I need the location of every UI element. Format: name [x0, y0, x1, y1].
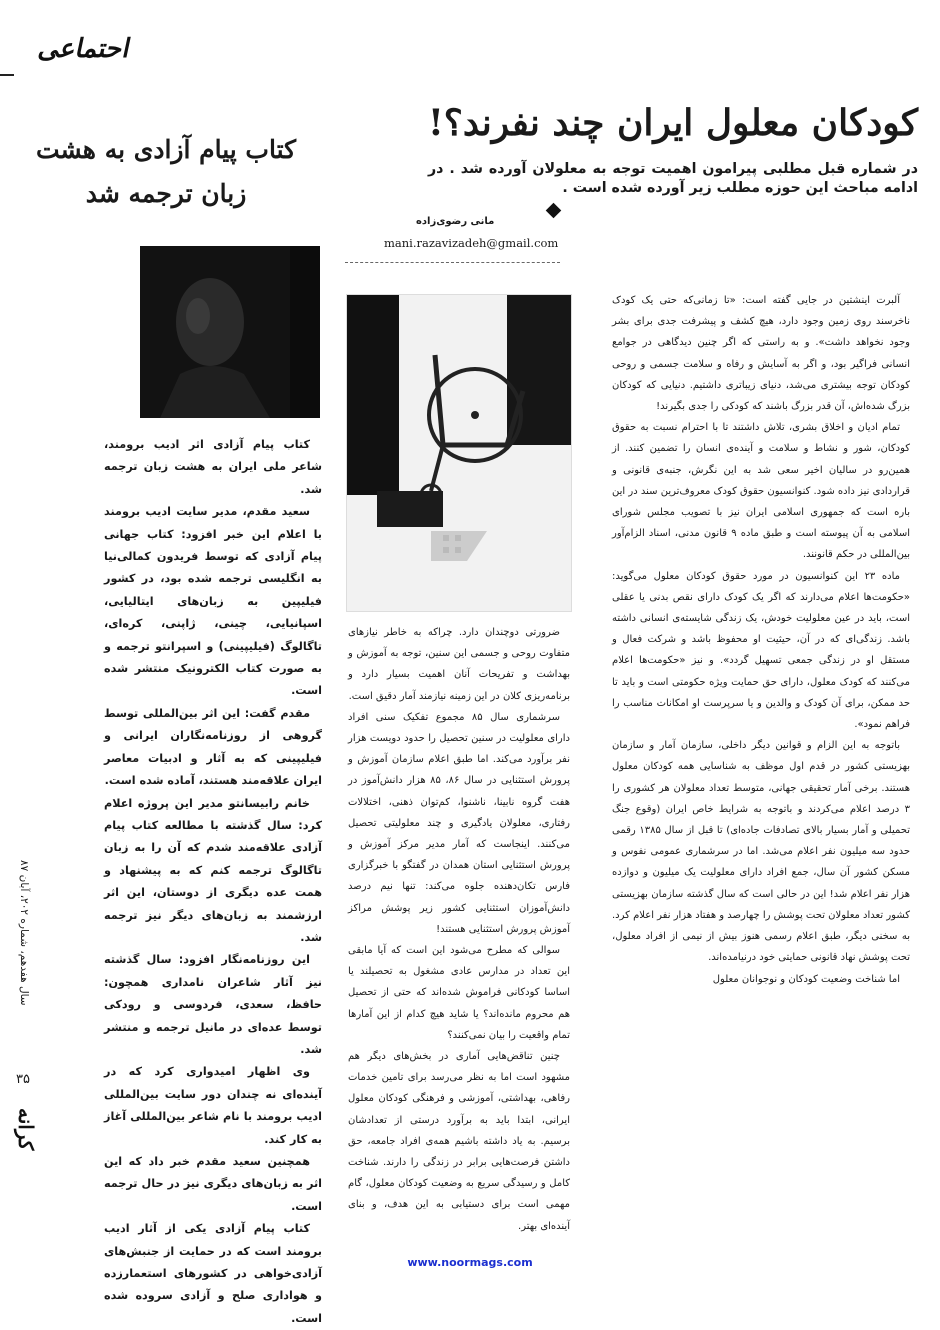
author-email: mani.razavizadeh@gmail.com — [384, 236, 559, 250]
article-paragraph: باتوجه به این الزام و قوانین دیگر داخلی، سازمان آمار و سازمان بهزیستی کشور در قدم اول موظف به شناسایی همه کودکان معلول هستند. برخی آمار تحقیقی جهانی، متوسط تعداد معلولان هر کشوری را ۳ درصد اعلام می‌کردند و باتوجه به شرایط خاص ایران (وقوع جنگ تحمیلی و آمار بسیار بالای تصادفات جاده‌ای) تا قبل از سال ۱۳۸۵ رقمی حدود سه میلیون نفر اعلام می‌شد. اما در سرشماری عمومی نفوس و مسکن کشور آن سال، جمع افراد دارای معلولیت یک میلیون و دوازده هزار نفر اعلام شد! این در حالی است که سال گذشته سازمان بهزیستی کشور تعداد معلولان تحت پوشش را چهارصد و هفتاد هزار نفر اعلام کرد. به سخنی دیگر، طبق اعلام رسمی هنوز بیش از نیمی از افراد معلول، تحت پوشش نهاد قانونی حمایتی خود درنیامده‌اند. — [611, 740, 910, 964]
diamond-icon — [546, 203, 562, 219]
magazine-brand: کرانه — [14, 1108, 38, 1151]
footer-url[interactable]: www.noormags.com — [407, 1256, 533, 1269]
article-paragraph: چنین تناقض‌هایی آماری در بخش‌های دیگر هم مشهود است اما به نظر می‌رسد برای تامین خدمات رفاهی، بهداشتی، آموزشی و فرهنگی کودکان معلول ایرانی، ابتدا باید به برآورد درستی از تعدادشان برسیم. به یاد داشته باشیم همه‌ی افراد جامعه، حق داشتن فرصت‌هایی برابر در زندگی را دارند. شناخت کامل و رسیدگی سریع به وضعیت کودکان معلول، گام مهمی است برای دستیابی به این هدف، و بنای آینده‌ای بهتر. — [348, 1051, 570, 1232]
sidebar-title-line2: زبان ترجمه شد — [85, 179, 247, 208]
sidebar-paragraph: همچنین سعید مقدم خبر داد که این اثر به زبان‌های دیگری نیز در حال ترجمه است. — [104, 1155, 322, 1213]
article-paragraph: ضرورتی دوچندان دارد. چراکه به خاطر نیازهای متفاوت روحی و جسمی این سنین، توجه به آموزش و بهداشت و تفریحات آنان اهمیت بسیار دارد و برنامه‌ریزی کلان در این زمینه نیازمند آمار دقیق است. — [348, 627, 570, 702]
author-divider — [345, 262, 560, 263]
article-column-right — [612, 290, 910, 1178]
wheelchair-image — [347, 295, 571, 611]
sidebar-paragraph: سعید مقدم، مدیر سایت ادیب برومند با اعلام این خبر افزود: کتاب جهانی پیام آزادی که توسط فریدون کمالی‌نیا به انگلیسی ترجمه شده بود، در کشور فیلیپین به زبان‌های ایتالیایی، اسپانیایی، چینی، ژاپنی، کره‌ای، تاگالوگ (فیلیپینی) و اسپرانتو ترجمه و به صورت کتاب الکترونیک منتشر شده است. — [104, 505, 322, 698]
sidebar-paragraph: این روزنامه‌نگار افزود: سال گذشته نیز آثار شاعران نامداری همچون: حافظ، سعدی، فردوسی و رودکی توسط عده‌ای در مانیل ترجمه و منتشر شد. — [104, 953, 322, 1056]
sidebar-paragraph: خانم رابیسانتو مدیر این پروژه اعلام کرد: سال گذشته با مطالعه کتاب پیام آزادی علاقه‌مند شدم که آن را به زبان تاگالوگ ترجمه کنم که به پیشنهاد و همت عده دیگری از دوستان، این اثر ارزشمند به زبان‌های دیگر نیز ترجمه شد. — [104, 796, 322, 944]
article-paragraph: تمام ادیان و اخلاق بشری، تلاش داشتند تا با احترام نسبت به حقوق کودکان، شور و نشاط و سلامت و آینده‌ی انسان را تضمین کنند. از همین‌رو در سالیان اخیر سعی شد به این نگرش، جنبه‌ی قانونی و قراردادی نیز داده شود. کنوانسیون حقوق کودک معروف‌ترین سند در این باره است که جمهوری اسلامی ایران نیز با تصویب مجلس شورای اسلامی به آن پیوسته است و طبق ماده ۹ قانون مدنی، اسناد الزام‌آور بین‌المللی در حکم قانونند. — [612, 422, 910, 561]
page-number: ۳۵ — [16, 1072, 30, 1087]
sidebar-paragraph: کتاب پیام آزادی اثر ادیب برومند، شاعر ملی ایران به هشت زبان ترجمه شد. — [104, 438, 322, 496]
article-paragraph: اما شناخت وضعیت کودکان و نوجوانان معلول — [712, 973, 900, 985]
author-name: مانی رضوی‌زاده — [416, 216, 495, 227]
article-paragraph: سرشماری سال ۸۵ مجموع تفکیک سنی افراد دارای معلولیت در سنین تحصیل را حدود دویست هزار نفر برآورد می‌کند. اما طبق اعلام سازمان آموزش و پرورش استثنایی در سال ۸۶، ۸۵ هزار دانش‌آموز در هفت گروه نابینا، ناشنوا، کم‌توان ذهنی، اختلالات رفتاری، معلولان یادگیری و چند معلولیتی تحصیل می‌کنند. اینجاست که آمار مدیر مرکز آموزش و پرورش استثنایی استان همدان در گفتگو با خبرگزاری فارس تکان‌دهنده جلوه می‌کند: تنها نیم درصد دانش‌آموزان استثنایی کشور زیر پوشش مراکز آموزش پرورش استثنایی هستند! — [348, 711, 570, 935]
article-intro: در شماره قبل مطلبی پیرامون اهمیت توجه به معلولان آورده شد . در ادامه مباحث این حوزه مطلب زیر آورده شده است . — [428, 161, 918, 196]
sidebar-paragraph: مقدم گفت: این اثر بین‌المللی توسط گروهی از روزنامه‌نگاران ایرانی و فیلیپینی که به آثار و ادبیات معاصر ایران علاقه‌مند هستند، آماده شده است. — [104, 706, 322, 788]
sidebar-title — [16, 128, 316, 216]
article-column-middle — [348, 622, 570, 1232]
issue-info-text: سال هفدهم، شماره ۲۰۲، آبان ۸۷ — [18, 860, 30, 1006]
portrait-image — [140, 246, 320, 418]
sidebar-paragraph: کتاب پیام آزادی یکی از آثار ادیب برومند است که در حمایت از جنبش‌های آزادی‌خواهی در کشورهای استعمارزده و هواداری صلح و آزادی سروده شده است. — [104, 1222, 322, 1325]
portrait-photo — [140, 246, 320, 418]
article-title: کودکان معلول ایران چند نفرند؟! — [427, 102, 918, 144]
article-paragraph: آلبرت اینشتین در جایی گفته است: «تا زمانی‌که حتی یک کودک ناخرسند روی زمین وجود دارد، هیچ کشف و پیشرفت جدی برای بشر وجود نخواهد داشت». و به راستی که اگر چنین دیدگاهی در جوامع انسانی فراگیر بود، و اگر به آسایش و رفاه و سلامت جسمی و روحی کودکان توجه بیشتری می‌شد، دنیای زیباتری داشتیم. دنیایی که کودکان بزرگ شده‌اش، آن قدر بزرگ باشند که کودکی را جدی بگیرند! — [612, 295, 910, 413]
section-logo: احتماعی — [35, 34, 134, 64]
top-rule — [0, 74, 14, 76]
sidebar-body — [104, 434, 322, 1330]
article-paragraph: سوالی که مطرح می‌شود این است که آیا مابقی این تعداد در مدارس عادی مشغول به تحصیلند یا اساسا کودکانی فراموش شده‌اند که حتی از تحصیل هم محروم مانده‌اند؟ یا شاید هیچ کدام از این آمارها تمام واقعیت را بیان نمی‌کنند؟ — [348, 945, 570, 1041]
sidebar-paragraph: وی اظهار امیدواری کرد که در آینده‌ای نه چندان دور سایت بین‌المللی ادیب برومند با نام شاعر بین‌المللی آغاز به کار کند. — [104, 1065, 322, 1146]
article-paragraph: ماده ۲۳ این کنوانسیون در مورد حقوق کودکان معلول می‌گوید: «حکومت‌ها اعلام می‌دارند که اگر یک کودک دارای نقص بدنی یا عقلی است، باید در عین معلولیت خودش، یک زندگی شایسته‌ی انسانی داشته باشد. زندگی‌ای که در آن، حیثیت او محفوظ باشد و شرکت فعال و مستقل او در زندگی جمعی تسهیل گردد». و نیز «حکومت‌ها اعلام می‌کنند که کودک معلول، دارای حق حمایت ویژه حکومتی است و باید تا حد ممکن، برای آن کودک و والدین و یا سرپرست او امکانات مناسب را فراهم نمود». — [612, 570, 910, 731]
issue-info — [14, 860, 34, 1060]
wheelchair-photo — [346, 294, 572, 612]
sidebar-title-line1: کتاب پیام آزادی به هشت — [35, 135, 297, 164]
